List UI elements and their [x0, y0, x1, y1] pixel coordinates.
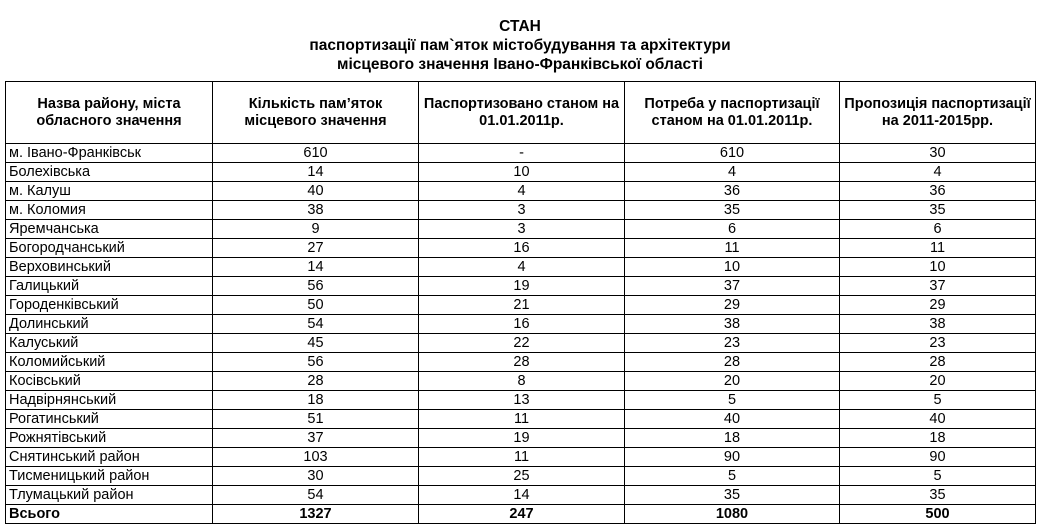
- district-cell: Богородчанський: [6, 239, 213, 258]
- table-row: [6, 467, 1036, 486]
- district-cell: Рожнятівський: [6, 429, 213, 448]
- proposal-cell: 30: [840, 144, 1036, 163]
- district-cell: Тисменицький район: [6, 467, 213, 486]
- proposal-cell: 36: [840, 182, 1036, 201]
- certified-cell: 10: [419, 163, 625, 182]
- district-cell: Тлумацький район: [6, 486, 213, 505]
- total-need-cell: 1080: [625, 505, 840, 524]
- proposal-cell: 11: [840, 239, 1036, 258]
- header-district: Назва району, міста обласного значення: [6, 82, 213, 144]
- proposal-cell: 23: [840, 334, 1036, 353]
- need-cell: 18: [625, 429, 840, 448]
- table-row: [6, 372, 1036, 391]
- certified-cell: 19: [419, 429, 625, 448]
- header-monuments-count: Кількість пам’яток місцевого значення: [213, 82, 419, 144]
- district-cell: Болехівська: [6, 163, 213, 182]
- need-cell: 20: [625, 372, 840, 391]
- monuments-count-cell: 28: [213, 372, 419, 391]
- table-row: [6, 410, 1036, 429]
- proposal-cell: 5: [840, 467, 1036, 486]
- total-row: [6, 505, 1036, 524]
- table-row: [6, 315, 1036, 334]
- table-row: [6, 429, 1036, 448]
- monuments-count-cell: 40: [213, 182, 419, 201]
- certified-cell: 4: [419, 258, 625, 277]
- title-line-2: паспортизації пам`яток містобудування та архітектури: [309, 37, 731, 54]
- header-need: Потреба у паспортизації станом на 01.01.2011р.: [625, 82, 840, 144]
- certified-cell: 16: [419, 315, 625, 334]
- monuments-count-cell: 54: [213, 315, 419, 334]
- need-cell: 4: [625, 163, 840, 182]
- monuments-count-cell: 610: [213, 144, 419, 163]
- district-cell: м. Івано-Франківськ: [6, 144, 213, 163]
- certified-cell: 11: [419, 448, 625, 467]
- monuments-count-cell: 56: [213, 277, 419, 296]
- monuments-count-cell: 14: [213, 258, 419, 277]
- monuments-count-cell: 27: [213, 239, 419, 258]
- monuments-count-cell: 103: [213, 448, 419, 467]
- certified-cell: 8: [419, 372, 625, 391]
- monuments-count-cell: 14: [213, 163, 419, 182]
- table-row: [6, 486, 1036, 505]
- proposal-cell: 20: [840, 372, 1036, 391]
- monuments-count-cell: 38: [213, 201, 419, 220]
- need-cell: 90: [625, 448, 840, 467]
- certified-cell: -: [419, 144, 625, 163]
- need-cell: 5: [625, 391, 840, 410]
- monuments-count-cell: 51: [213, 410, 419, 429]
- need-cell: 38: [625, 315, 840, 334]
- header-proposal: Пропозиція паспортизації на 2011-2015рр.: [840, 82, 1036, 144]
- table-row: [6, 391, 1036, 410]
- certified-cell: 22: [419, 334, 625, 353]
- monuments-count-cell: 30: [213, 467, 419, 486]
- monuments-count-cell: 37: [213, 429, 419, 448]
- table-header-row: [6, 82, 1036, 144]
- monuments-table: [5, 81, 1036, 524]
- need-cell: 40: [625, 410, 840, 429]
- district-cell: Долинський: [6, 315, 213, 334]
- table-row: [6, 182, 1036, 201]
- need-cell: 35: [625, 486, 840, 505]
- district-cell: м. Калуш: [6, 182, 213, 201]
- total-monuments-count-cell: 1327: [213, 505, 419, 524]
- monuments-count-cell: 45: [213, 334, 419, 353]
- need-cell: 10: [625, 258, 840, 277]
- table-row: [6, 448, 1036, 467]
- table-row: [6, 277, 1036, 296]
- proposal-cell: 28: [840, 353, 1036, 372]
- need-cell: 37: [625, 277, 840, 296]
- table-row: [6, 220, 1036, 239]
- district-cell: Косівський: [6, 372, 213, 391]
- need-cell: 11: [625, 239, 840, 258]
- proposal-cell: 37: [840, 277, 1036, 296]
- proposal-cell: 35: [840, 201, 1036, 220]
- district-cell: Снятинський район: [6, 448, 213, 467]
- certified-cell: 13: [419, 391, 625, 410]
- district-cell: Городенківський: [6, 296, 213, 315]
- table-row: [6, 334, 1036, 353]
- table-row: [6, 296, 1036, 315]
- need-cell: 36: [625, 182, 840, 201]
- title-line-3: місцевого значення Івано-Франківської області: [337, 56, 703, 73]
- proposal-cell: 6: [840, 220, 1036, 239]
- table-row: [6, 163, 1036, 182]
- certified-cell: 3: [419, 220, 625, 239]
- proposal-cell: 18: [840, 429, 1036, 448]
- title-line-1: СТАН: [499, 18, 541, 35]
- monuments-count-cell: 54: [213, 486, 419, 505]
- district-cell: Надвірнянський: [6, 391, 213, 410]
- monuments-count-cell: 9: [213, 220, 419, 239]
- need-cell: 35: [625, 201, 840, 220]
- proposal-cell: 10: [840, 258, 1036, 277]
- proposal-cell: 29: [840, 296, 1036, 315]
- district-cell: Верховинський: [6, 258, 213, 277]
- certified-cell: 11: [419, 410, 625, 429]
- need-cell: 6: [625, 220, 840, 239]
- certified-cell: 19: [419, 277, 625, 296]
- total-district-cell: Всього: [6, 505, 213, 524]
- certified-cell: 28: [419, 353, 625, 372]
- need-cell: 29: [625, 296, 840, 315]
- proposal-cell: 35: [840, 486, 1036, 505]
- table-body: [6, 144, 1036, 524]
- monuments-count-cell: 50: [213, 296, 419, 315]
- monuments-count-cell: 18: [213, 391, 419, 410]
- district-cell: Калуський: [6, 334, 213, 353]
- proposal-cell: 5: [840, 391, 1036, 410]
- district-cell: м. Коломия: [6, 201, 213, 220]
- district-cell: Рогатинський: [6, 410, 213, 429]
- table-row: [6, 201, 1036, 220]
- district-cell: Коломийський: [6, 353, 213, 372]
- certified-cell: 25: [419, 467, 625, 486]
- need-cell: 610: [625, 144, 840, 163]
- need-cell: 28: [625, 353, 840, 372]
- table-row: [6, 144, 1036, 163]
- total-proposal-cell: 500: [840, 505, 1036, 524]
- need-cell: 23: [625, 334, 840, 353]
- proposal-cell: 4: [840, 163, 1036, 182]
- table-row: [6, 258, 1036, 277]
- monuments-count-cell: 56: [213, 353, 419, 372]
- district-cell: Яремчанська: [6, 220, 213, 239]
- proposal-cell: 38: [840, 315, 1036, 334]
- table-row: [6, 239, 1036, 258]
- district-cell: Галицький: [6, 277, 213, 296]
- proposal-cell: 90: [840, 448, 1036, 467]
- certified-cell: 21: [419, 296, 625, 315]
- proposal-cell: 40: [840, 410, 1036, 429]
- document-heading: [0, 0, 1040, 74]
- certified-cell: 3: [419, 201, 625, 220]
- certified-cell: 16: [419, 239, 625, 258]
- certified-cell: 4: [419, 182, 625, 201]
- total-certified-cell: 247: [419, 505, 625, 524]
- need-cell: 5: [625, 467, 840, 486]
- certified-cell: 14: [419, 486, 625, 505]
- table-row: [6, 353, 1036, 372]
- header-certified: Паспортизовано станом на 01.01.2011р.: [419, 82, 625, 144]
